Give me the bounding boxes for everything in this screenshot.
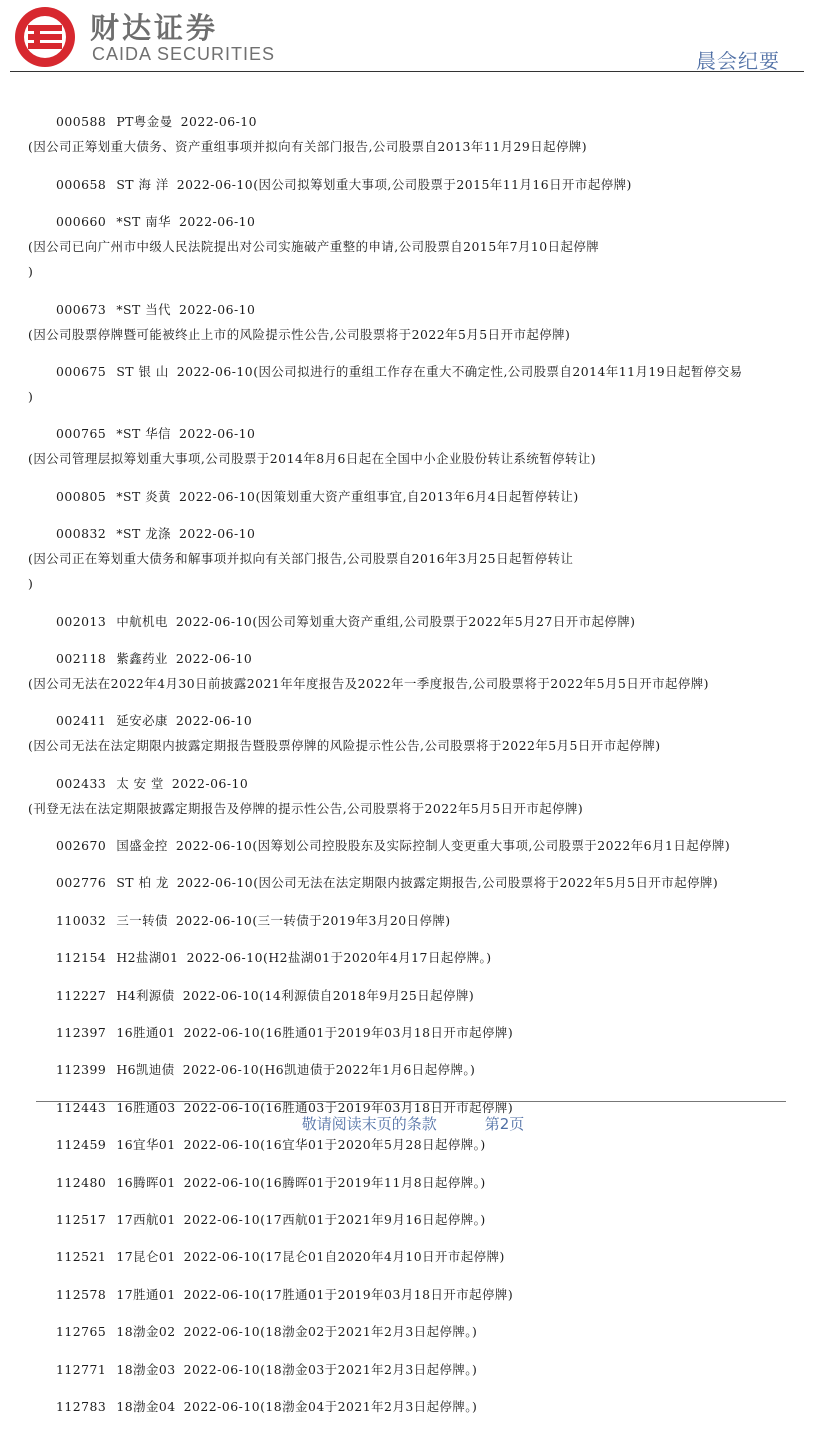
security-code: 000675 xyxy=(56,363,107,379)
security-name: 太 安 堂 xyxy=(116,775,164,791)
security-name: ST 海 洋 xyxy=(116,176,169,192)
security-code: 112397 xyxy=(56,1025,107,1041)
suspension-note: (因公司正筹划重大债务、资产重组事项并拟向有关部门报告,公司股票自2013年11月29日起停牌) xyxy=(28,139,588,155)
entry-date: 2022-06-10 xyxy=(175,912,253,928)
suspension-note: (因筹划公司控股股东及实际控制人变更重大事项,公司股票于2022年6月1日起停牌) xyxy=(252,838,731,854)
security-code: 000805 xyxy=(56,488,107,504)
suspension-note: (18渤金04于2021年2月3日起停牌。) xyxy=(260,1398,478,1414)
security-code: 112459 xyxy=(56,1137,107,1153)
security-name: 18渤金03 xyxy=(116,1361,176,1377)
entry-date: 2022-06-10 xyxy=(183,1137,261,1153)
security-name: 延安必康 xyxy=(116,713,168,729)
list-item xyxy=(28,870,796,895)
security-code: 112783 xyxy=(56,1398,107,1414)
suspension-note: (因公司拟筹划重大事项,公司股票于2015年11月16日开市起停牌) xyxy=(253,176,632,192)
suspension-note: (H2盐湖01于2020年4月17日起停牌。) xyxy=(263,950,492,966)
suspension-note: (因策划重大资产重组事宜,自2013年6月4日起暂停转让) xyxy=(255,488,579,504)
security-code: 000658 xyxy=(56,176,107,192)
list-item xyxy=(28,908,796,933)
entry-date: 2022-06-10 xyxy=(182,987,260,1003)
list-item xyxy=(28,1394,796,1419)
security-code: 112765 xyxy=(56,1324,107,1340)
entry-date: 2022-06-10 xyxy=(183,1286,261,1302)
entry-date: 2022-06-10 xyxy=(178,301,256,317)
page-header xyxy=(0,0,826,80)
security-code: 112578 xyxy=(56,1286,107,1302)
list-item xyxy=(28,484,796,509)
suspension-note: (18渤金02于2021年2月3日起停牌。) xyxy=(260,1324,478,1340)
security-code: 000588 xyxy=(56,114,107,130)
list-item xyxy=(28,1244,796,1269)
suspension-note: (因公司无法在2022年4月30日前披露2021年年度报告及2022年一季度报告,公司股票将于2022年5月5日开市起停牌) xyxy=(28,675,709,691)
note-closing: ) xyxy=(28,576,34,592)
security-code: 112480 xyxy=(56,1174,107,1190)
suspension-note: (三一转债于2019年3月20日停牌) xyxy=(252,912,451,928)
suspension-note: (14利源债自2018年9月25日起停牌) xyxy=(259,987,475,1003)
suspension-note: (因公司已向广州市中级人民法院提出对公司实施破产重整的申请,公司股票自2015年7月10日起停牌 xyxy=(28,239,600,255)
security-name: H2盐湖01 xyxy=(116,950,179,966)
entry-date: 2022-06-10 xyxy=(183,1099,261,1115)
security-code: 002670 xyxy=(56,838,107,854)
entry-date: 2022-06-10 xyxy=(176,875,254,891)
security-name: 三一转债 xyxy=(116,912,168,928)
security-code: 110032 xyxy=(56,912,107,928)
security-code: 000673 xyxy=(56,301,107,317)
list-item xyxy=(28,945,796,970)
security-name: ST 银 山 xyxy=(116,363,169,379)
security-code: 000832 xyxy=(56,526,107,542)
entry-date: 2022-06-10 xyxy=(186,950,264,966)
page-footer xyxy=(0,1113,826,1134)
security-name: PT粤金曼 xyxy=(116,114,173,130)
security-code: 112443 xyxy=(56,1099,107,1115)
entry-date: 2022-06-10 xyxy=(175,650,253,666)
security-name: *ST 当代 xyxy=(116,301,171,317)
entry-date: 2022-06-10 xyxy=(178,426,256,442)
suspension-note: (因公司股票停牌暨可能被终止上市的风险提示性公告,公司股票将于2022年5月5日开市起停牌) xyxy=(28,326,571,342)
security-name: 16宜华01 xyxy=(116,1137,176,1153)
list-item xyxy=(28,172,796,197)
suspension-note: (因公司筹划重大资产重组,公司股票于2022年5月27日开市起停牌) xyxy=(252,613,636,629)
entry-date: 2022-06-10 xyxy=(176,176,254,192)
security-code: 002433 xyxy=(56,775,107,791)
header-divider xyxy=(10,71,804,72)
entry-date: 2022-06-10 xyxy=(171,775,249,791)
disclaimer-notice: 敬请阅读末页的条款 xyxy=(301,1115,437,1133)
security-code: 112154 xyxy=(56,950,107,966)
entry-date: 2022-06-10 xyxy=(183,1174,261,1190)
brand-name-en: CAIDA SECURITIES xyxy=(92,44,276,64)
list-item xyxy=(28,1057,796,1082)
security-code: 002776 xyxy=(56,875,107,891)
list-item xyxy=(28,209,796,284)
security-name: H6凯迪债 xyxy=(116,1062,175,1078)
security-code: 002118 xyxy=(56,650,107,666)
suspension-note: (因公司管理层拟筹划重大事项,公司股票于2014年8月6日起在全国中小企业股份转让系统暂停转让) xyxy=(28,451,597,467)
security-code: 002013 xyxy=(56,613,107,629)
entry-date: 2022-06-10 xyxy=(183,1025,261,1041)
security-name: ST 柏 龙 xyxy=(116,875,169,891)
security-name: 国盛金控 xyxy=(116,838,168,854)
security-code: 002411 xyxy=(56,713,107,729)
security-name: *ST 华信 xyxy=(116,426,171,442)
suspension-note: (因公司拟进行的重组工作存在重大不确定性,公司股票自2014年11月19日起暂停交易 xyxy=(253,363,743,379)
list-item xyxy=(28,609,796,634)
list-item xyxy=(28,983,796,1008)
entry-date: 2022-06-10 xyxy=(183,1324,261,1340)
suspension-note: (17西航01于2021年9月16日起停牌。) xyxy=(260,1211,486,1227)
report-type-title: 晨会纪要 xyxy=(696,49,780,73)
suspension-note: (因公司无法在法定期限内披露定期报告,公司股票将于2022年5月5日开市起停牌) xyxy=(253,875,719,891)
suspension-note: (16胜通03于2019年03月18日开市起停牌) xyxy=(260,1099,514,1115)
security-code: 000765 xyxy=(56,426,107,442)
suspension-note: (18渤金03于2021年2月3日起停牌。) xyxy=(260,1361,478,1377)
entry-date: 2022-06-10 xyxy=(183,1361,261,1377)
security-name: 16胜通01 xyxy=(116,1025,176,1041)
security-code: 000660 xyxy=(56,214,107,230)
security-code: 112521 xyxy=(56,1249,107,1265)
list-item xyxy=(28,359,796,409)
suspension-note: (因公司无法在法定期限内披露定期报告暨股票停牌的风险提示性公告,公司股票将于2022年5月5日开市起停牌) xyxy=(28,738,661,754)
security-name: 17胜通01 xyxy=(116,1286,176,1302)
security-name: 中航机电 xyxy=(116,613,168,629)
suspension-note: (16胜通01于2019年03月18日开市起停牌) xyxy=(260,1025,514,1041)
suspension-note: (17胜通01于2019年03月18日开市起停牌) xyxy=(260,1286,514,1302)
list-item xyxy=(28,1357,796,1382)
security-name: 紫鑫药业 xyxy=(116,650,168,666)
entry-date: 2022-06-10 xyxy=(182,1062,260,1078)
suspension-note: (16腾晖01于2019年11月8日起停牌。) xyxy=(260,1174,486,1190)
list-item xyxy=(28,297,796,347)
list-item xyxy=(28,421,796,471)
entry-date: 2022-06-10 xyxy=(183,1211,261,1227)
security-name: 17西航01 xyxy=(116,1211,176,1227)
list-item xyxy=(28,1020,796,1045)
list-item xyxy=(28,1282,796,1307)
page-number: 第2页 xyxy=(484,1115,525,1133)
note-closing: ) xyxy=(28,264,34,280)
list-item xyxy=(28,1319,796,1344)
suspension-note: (H6凯迪债于2022年1月6日起停牌。) xyxy=(259,1062,476,1078)
security-name: *ST 南华 xyxy=(116,214,171,230)
security-name: 16胜通03 xyxy=(116,1099,176,1115)
suspension-note: (因公司正在筹划重大债务和解事项并拟向有关部门报告,公司股票自2016年3月25日起暂停转让 xyxy=(28,551,574,567)
list-item xyxy=(28,521,796,596)
security-name: 18渤金04 xyxy=(116,1398,176,1414)
list-item xyxy=(28,833,796,858)
list-item xyxy=(28,646,796,696)
brand-name-cn: 财达证券 xyxy=(90,11,219,45)
footer-divider xyxy=(36,1101,786,1102)
suspension-note: (刊登无法在法定期限披露定期报告及停牌的提示性公告,公司股票将于2022年5月5日开市起停牌) xyxy=(28,800,584,816)
entry-date: 2022-06-10 xyxy=(178,214,256,230)
security-code: 112771 xyxy=(56,1361,107,1377)
entry-date: 2022-06-10 xyxy=(180,114,258,130)
security-name: *ST 龙涤 xyxy=(116,526,171,542)
entry-date: 2022-06-10 xyxy=(175,613,253,629)
security-code: 112399 xyxy=(56,1062,107,1078)
security-code: 112517 xyxy=(56,1211,107,1227)
security-name: 17昆仑01 xyxy=(116,1249,176,1265)
caida-logo-icon xyxy=(14,6,76,68)
entry-date: 2022-06-10 xyxy=(175,838,253,854)
suspension-note: (16宜华01于2020年5月28日起停牌。) xyxy=(260,1137,486,1153)
security-code: 112227 xyxy=(56,987,107,1003)
list-item xyxy=(28,109,796,159)
entry-date: 2022-06-10 xyxy=(176,363,254,379)
list-item xyxy=(28,771,796,821)
entry-date: 2022-06-10 xyxy=(183,1249,261,1265)
entry-date: 2022-06-10 xyxy=(183,1398,261,1414)
entry-date: 2022-06-10 xyxy=(178,526,256,542)
list-item xyxy=(28,1132,796,1157)
note-closing: ) xyxy=(28,388,34,404)
security-name: 18渤金02 xyxy=(116,1324,176,1340)
security-name: 16腾晖01 xyxy=(116,1174,176,1190)
suspension-note: (17昆仑01自2020年4月10日开市起停牌) xyxy=(260,1249,505,1265)
entry-date: 2022-06-10 xyxy=(178,488,256,504)
list-item xyxy=(28,1207,796,1232)
security-name: *ST 炎黄 xyxy=(116,488,171,504)
list-item xyxy=(28,708,796,758)
list-item xyxy=(28,1170,796,1195)
entry-date: 2022-06-10 xyxy=(175,713,253,729)
security-name: H4利源债 xyxy=(116,987,175,1003)
suspension-list xyxy=(28,97,796,1431)
